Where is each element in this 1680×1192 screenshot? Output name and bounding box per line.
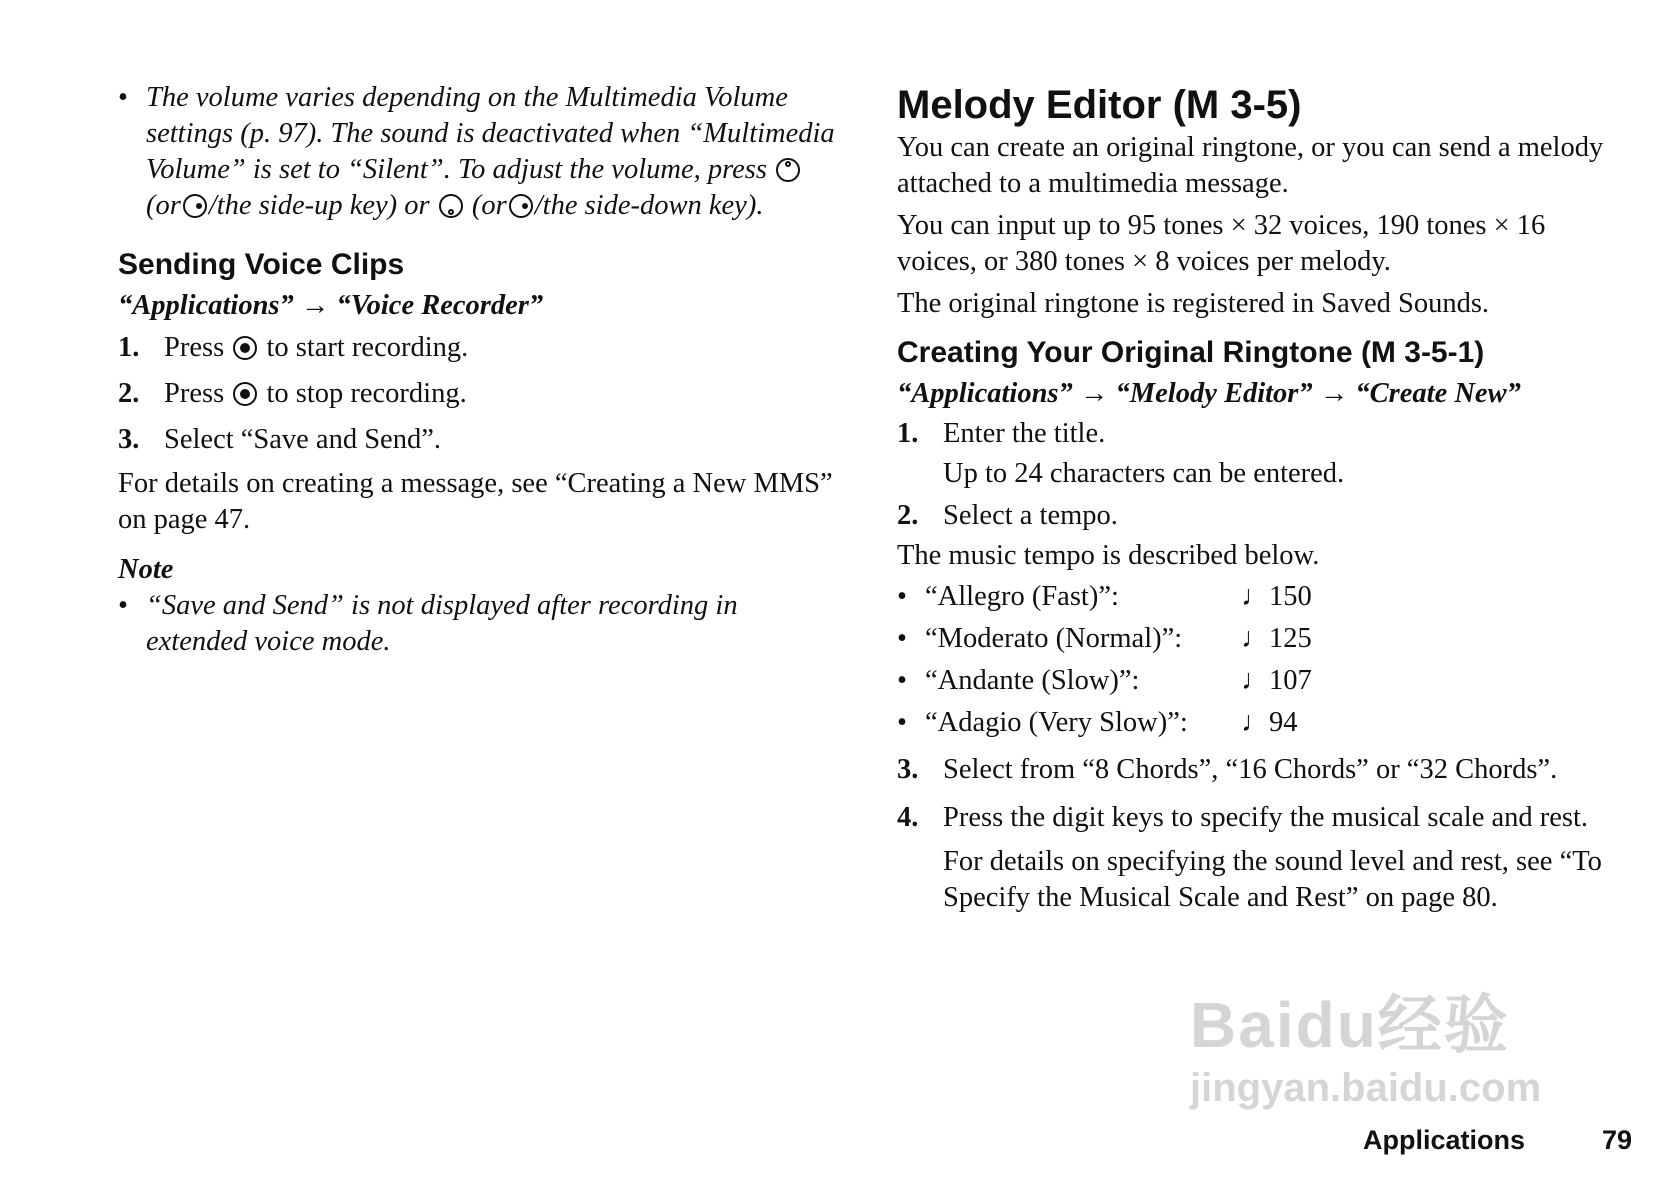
step-4 (897, 798, 1617, 838)
step-4-detail: For details on specifying the sound level and rest, see “To Specify the Musical Scale and Rest” on page 80. (943, 846, 1602, 913)
subsection-title-text: Creating Your Original Ringtone (897, 336, 1353, 369)
quarter-note-icon: ♩ (1241, 707, 1270, 738)
step-number: 3. (118, 424, 140, 455)
quarter-note-icon: ♩ (1241, 581, 1270, 612)
right-column (897, 80, 1617, 916)
baidu-watermark (1190, 990, 1541, 1110)
tempo-label: “Adagio (Very Slow)”: (925, 707, 1188, 738)
step-text-2: to stop recording. (266, 378, 467, 409)
tempo-value: 150 (1269, 581, 1312, 612)
tempo-intro: The music tempo is described below. (897, 540, 1320, 571)
intro-paragraph-1: You can create an original ringtone, or you can send a melody attached to a multimedia message. (897, 132, 1604, 199)
footer-section-name: Applications (1363, 1125, 1526, 1155)
left-column (118, 80, 838, 660)
intro-paragraph-3: The original ringtone is registered in Saved Sounds. (897, 288, 1490, 319)
title-text: Melody Editor (897, 83, 1162, 127)
watermark-line-1: Baidu经验 (1190, 989, 1510, 1061)
step-text: Select a tempo. (943, 500, 1118, 531)
tempo-label: “Allegro (Fast)”: (925, 581, 1119, 612)
path-voice-recorder: “Voice Recorder” (336, 290, 544, 321)
menu-path (118, 288, 838, 324)
details-paragraph: For details on creating a message, see “Creating a New MMS” on page 47. (118, 468, 833, 535)
subsection-title (897, 334, 1617, 372)
title-menu-code: (M 3-5) (1172, 83, 1302, 127)
volume-note-text-5: /the side-down key). (534, 190, 764, 221)
step-number: 2. (118, 378, 140, 409)
tempo-item (897, 618, 1617, 660)
nav-up-key-icon (776, 158, 800, 182)
step-number: 4. (897, 802, 919, 833)
path-applications: “Applications” (118, 290, 294, 321)
volume-note-text-4: (or (471, 190, 507, 221)
path-melody-editor: “Melody Editor” (1115, 378, 1313, 409)
step-text: Select “Save and Send”. (164, 424, 441, 455)
watermark-line-2: jingyan.baidu.com (1190, 1066, 1542, 1110)
step-2 (897, 496, 1617, 536)
step-text: Select from “8 Chords”, “16 Chords” or “32 Chords”. (943, 754, 1558, 785)
center-key-icon (233, 336, 257, 360)
step-2 (118, 374, 838, 414)
tempo-item (897, 576, 1617, 618)
subsection-menu-code: (M 3-5-1) (1360, 336, 1485, 369)
tempo-value: 107 (1269, 665, 1312, 696)
step-number: 1. (118, 332, 140, 363)
quarter-note-icon: ♩ (1241, 623, 1270, 654)
tempo-value: 94 (1269, 707, 1298, 738)
step-text-2: to start recording. (266, 332, 469, 363)
path-create-new: “Create New” (1355, 378, 1521, 409)
arrow-icon: → (300, 290, 330, 321)
arrow-icon: → (1079, 378, 1109, 409)
volume-note-text: The volume varies depending on the Multimedia Volume settings (p. 97). The sound is deactivated when “Multimedia Volume” is set to “Silent”. To adjust the volume, press (146, 82, 835, 185)
step-1 (897, 414, 1617, 454)
volume-note-text-2: (or (146, 190, 181, 221)
tempo-list (897, 576, 1617, 744)
step-number: 1. (897, 418, 919, 449)
tempo-item (897, 660, 1617, 702)
step-text: Press (164, 378, 225, 409)
step-3 (118, 420, 838, 460)
side-key-icon (183, 194, 207, 218)
step-text: Press the digit keys to specify the musical scale and rest. (943, 802, 1589, 833)
quarter-note-icon: ♩ (1241, 665, 1270, 696)
tempo-item (897, 702, 1617, 744)
note-bullet: • “Save and Send” is not displayed after recording in extended voice mode. (118, 588, 838, 660)
step-3 (897, 750, 1617, 790)
side-key-icon-2 (509, 194, 533, 218)
step-text: Enter the title. (943, 418, 1106, 449)
volume-note-text-3: /the side-up key) or (208, 190, 430, 221)
path-applications: “Applications” (897, 378, 1073, 409)
page-title (897, 80, 1617, 130)
tempo-value: 125 (1269, 623, 1312, 654)
volume-note-bullet (118, 80, 838, 224)
note-title: Note (118, 554, 174, 585)
step-1-detail: Up to 24 characters can be entered. (943, 458, 1345, 489)
center-key-icon (233, 382, 257, 406)
step-number: 3. (897, 754, 919, 785)
step-1 (118, 328, 838, 368)
menu-path-melody (897, 376, 1617, 412)
intro-paragraph-2: You can input up to 95 tones × 32 voices, 190 tones × 16 voices, or 380 tones × 8 voices per melody. (897, 210, 1546, 277)
page-number: 79 (1602, 1125, 1633, 1155)
tempo-label: “Andante (Slow)”: (925, 665, 1140, 696)
section-title-sending-voice-clips: Sending Voice Clips (118, 248, 405, 281)
step-text: Press (164, 332, 225, 363)
step-number: 2. (897, 500, 919, 531)
tempo-label: “Moderato (Normal)”: (925, 623, 1183, 654)
arrow-icon-2: → (1319, 378, 1349, 409)
nav-down-key-icon (439, 194, 463, 218)
